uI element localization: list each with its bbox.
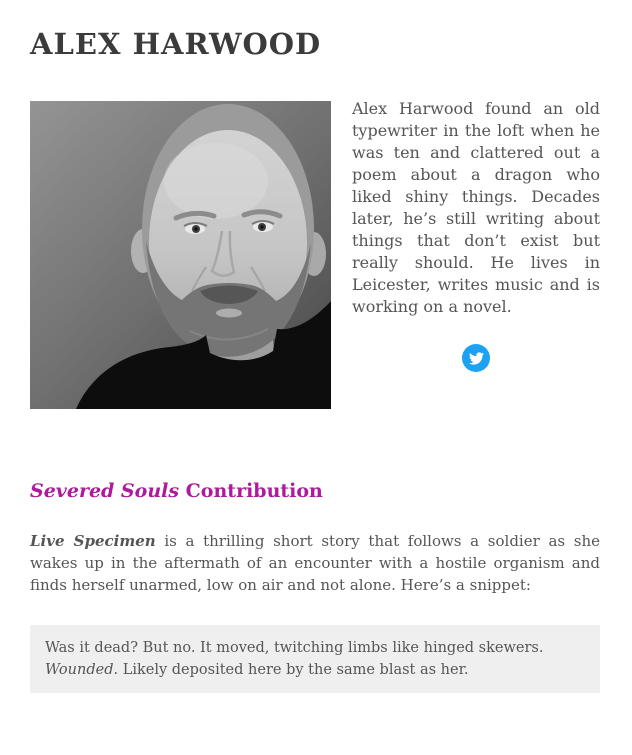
author-page [0,26,632,693]
author-photo [30,101,331,409]
twitter-link[interactable] [462,344,490,372]
twitter-icon [462,344,490,372]
contribution-heading-suffix: Contribution [179,480,323,502]
story-intro-text: is a thrilling short story that follows a soldier as she wakes up in the aftermath of an encounter with a hostile organism and finds herself unarmed, low on air and not alone. Here’s a snippet: [30,532,600,594]
snippet-text-2: . Likely deposited here by the same blast as her. [113,662,469,678]
author-bio: Alex Harwood found an old typewriter in the loft when he was ten and clattered out a poem about a dragon who liked shiny things. Decades later, he’s still writing about things that don’t exist but really should. He lives in Leicester, writes music and is working on a novel. [352,99,600,316]
book-title: Severed Souls [30,480,180,502]
portrait-image [30,101,331,409]
page-title: ALEX HARWOOD [30,27,322,61]
story-title: Live Specimen [30,532,156,550]
story-intro [30,530,600,596]
snippet-emphasis: Wounded [45,662,114,678]
contribution-heading [30,478,600,504]
bio-column [352,101,600,409]
snippet-text-1: Was it dead? But no. It moved, twitching limbs like hinged skewers. [45,640,544,656]
story-snippet [30,625,600,693]
about-section [30,101,600,409]
